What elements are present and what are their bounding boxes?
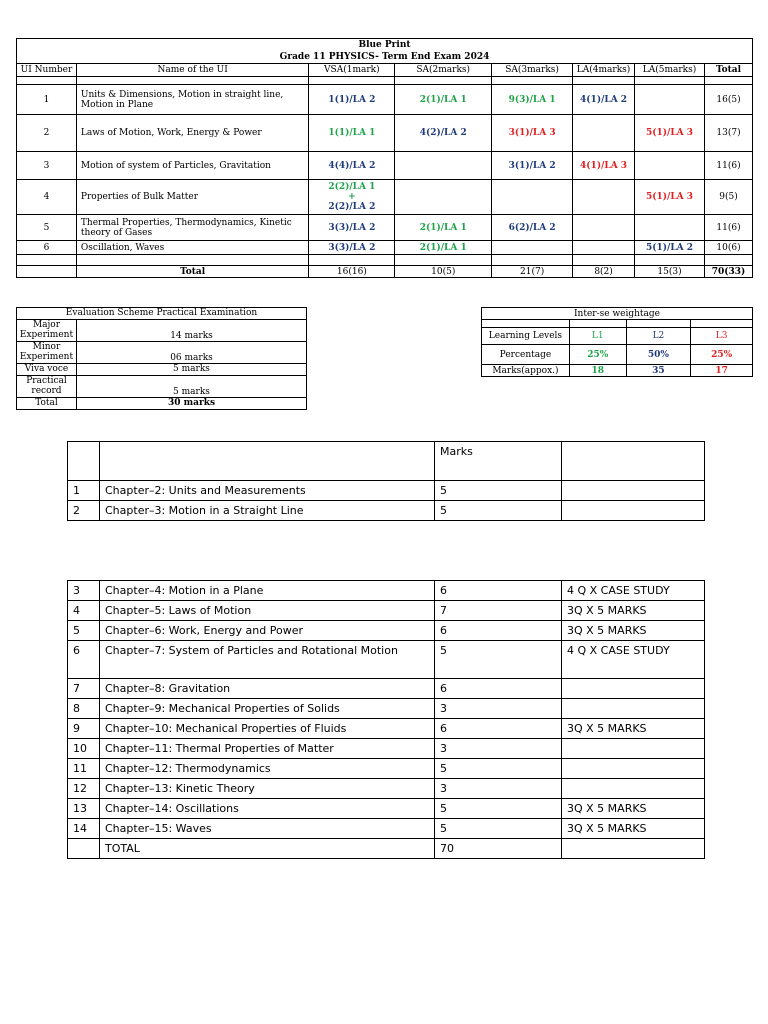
table-row <box>17 241 753 255</box>
col-header: Total <box>705 64 753 77</box>
chapter-marks: 6 <box>435 581 562 601</box>
chapter-marks: 5 <box>435 819 562 839</box>
chapter-title: Chapter–10: Mechanical Properties of Fluids <box>100 719 435 739</box>
chapter-row <box>68 779 705 799</box>
col-header: SA(3marks) <box>492 64 573 77</box>
chapter-title: Chapter–7: System of Particles and Rotational Motion <box>100 641 435 679</box>
table-row <box>482 345 753 365</box>
cell-sa3 <box>492 180 573 215</box>
chapter-row <box>68 601 705 621</box>
chapter-marks: 6 <box>435 679 562 699</box>
eval-label: Minor Experiment <box>17 342 77 364</box>
chapter-num: 1 <box>68 481 100 501</box>
chapter-note: 4 Q X CASE STUDY <box>562 581 705 601</box>
table-row <box>17 152 753 180</box>
interse-table <box>481 307 753 377</box>
col-header: LA(5marks) <box>635 64 705 77</box>
table-row <box>17 115 753 152</box>
chapter-total-label: TOTAL <box>100 839 435 859</box>
chapter-row <box>68 641 705 679</box>
chapter-title: Chapter–5: Laws of Motion <box>100 601 435 621</box>
chapter-row <box>68 819 705 839</box>
chapter-num: 3 <box>68 581 100 601</box>
table-row <box>17 364 307 376</box>
chapter-table-1 <box>67 441 705 521</box>
marks-header: Marks <box>435 442 562 481</box>
chapter-marks: 6 <box>435 719 562 739</box>
chapter-num: 10 <box>68 739 100 759</box>
eval-value: 06 marks <box>76 342 306 364</box>
cell-sa2 <box>395 152 492 180</box>
chapter-row <box>68 481 705 501</box>
chapter-marks: 3 <box>435 739 562 759</box>
chapter-marks: 5 <box>435 799 562 819</box>
total-la5: 15(3) <box>635 266 705 278</box>
ui-name: Thermal Properties, Thermodynamics, Kinetic theory of Gases <box>76 215 308 241</box>
eval-label: Major Experiment <box>17 320 77 342</box>
chapter-marks: 3 <box>435 779 562 799</box>
cell-total: 10(6) <box>705 241 753 255</box>
total-sa3: 21(7) <box>492 266 573 278</box>
percentage-label: Percentage <box>482 345 570 365</box>
cell-total: 16(5) <box>705 85 753 115</box>
chapter-row <box>68 739 705 759</box>
total-la4: 8(2) <box>573 266 635 278</box>
percentage-l1: 25% <box>569 345 626 365</box>
cell-la5 <box>635 152 705 180</box>
ui-number: 3 <box>17 152 77 180</box>
cell-sa3: 6(2)/LA 2 <box>492 215 573 241</box>
cell-sa2: 4(2)/LA 2 <box>395 115 492 152</box>
ui-number: 5 <box>17 215 77 241</box>
cell-la4 <box>573 180 635 215</box>
cell-la4: 4(1)/LA 3 <box>573 152 635 180</box>
cell-vsa-part: 2(2)/LA 1 <box>328 182 376 192</box>
spacer-row <box>17 255 753 266</box>
chapter-title: Chapter–13: Kinetic Theory <box>100 779 435 799</box>
cell-vsa <box>309 180 395 215</box>
chapter-note: 3Q X 5 MARKS <box>562 719 705 739</box>
chapter-table-2 <box>67 580 705 859</box>
chapter-marks: 5 <box>435 501 562 521</box>
chapter-title: Chapter–12: Thermodynamics <box>100 759 435 779</box>
total-row <box>17 266 753 278</box>
chapter-title: Chapter–8: Gravitation <box>100 679 435 699</box>
chapter-num: 5 <box>68 621 100 641</box>
chapter-note: 3Q X 5 MARKS <box>562 601 705 621</box>
cell-la5: 5(1)/LA 3 <box>635 180 705 215</box>
chapter-num: 14 <box>68 819 100 839</box>
cell-la5 <box>635 215 705 241</box>
cell-vsa-part: 2(2)/LA 2 <box>328 202 376 212</box>
eval-label: Total <box>17 398 77 410</box>
table-row <box>482 328 753 345</box>
blueprint-table <box>16 38 753 278</box>
marks-l1: 18 <box>569 365 626 377</box>
chapter-note: 3Q X 5 MARKS <box>562 799 705 819</box>
table-row <box>17 215 753 241</box>
eval-value: 30 marks <box>76 398 306 410</box>
chapter-note: 3Q X 5 MARKS <box>562 819 705 839</box>
cell-la5: 5(1)/LA 3 <box>635 115 705 152</box>
total-vsa: 16(16) <box>309 266 395 278</box>
cell-la4: 4(1)/LA 2 <box>573 85 635 115</box>
levels-label: Learning Levels <box>482 328 570 345</box>
chapter-num: 2 <box>68 501 100 521</box>
col-header: SA(2marks) <box>395 64 492 77</box>
grand-total: 70(33) <box>705 266 753 278</box>
eval-label: Practical record <box>17 376 77 398</box>
chapter-marks: 7 <box>435 601 562 621</box>
ui-name: Laws of Motion, Work, Energy & Power <box>76 115 308 152</box>
chapter-num: 4 <box>68 601 100 621</box>
table-row <box>17 85 753 115</box>
level-l3: L3 <box>691 328 753 345</box>
evaluation-table <box>16 307 307 410</box>
ui-number: 2 <box>17 115 77 152</box>
spacer-row <box>17 77 753 85</box>
blueprint-title-line1: Blue Print <box>358 40 411 50</box>
chapter-note <box>562 481 705 501</box>
table-row <box>17 398 307 410</box>
chapter-note <box>562 759 705 779</box>
chapter-note <box>562 501 705 521</box>
cell-total: 11(6) <box>705 215 753 241</box>
ui-name: Properties of Bulk Matter <box>76 180 308 215</box>
chapter-title: Chapter–6: Work, Energy and Power <box>100 621 435 641</box>
cell-la5: 5(1)/LA 2 <box>635 241 705 255</box>
total-label: Total <box>76 266 308 278</box>
chapter-num: 6 <box>68 641 100 679</box>
chapter-title: Chapter–9: Mechanical Properties of Solids <box>100 699 435 719</box>
level-l2: L2 <box>626 328 691 345</box>
chapter-total-marks: 70 <box>435 839 562 859</box>
blueprint-title-line2: Grade 11 PHYSICS- Term End Exam 2024 <box>279 52 490 62</box>
chapter-row <box>68 719 705 739</box>
cell-sa2: 2(1)/LA 1 <box>395 85 492 115</box>
table-row <box>17 376 307 398</box>
ui-number: 6 <box>17 241 77 255</box>
chapter-title: Chapter–15: Waves <box>100 819 435 839</box>
cell-vsa: 4(4)/LA 2 <box>309 152 395 180</box>
blueprint-header-row <box>17 64 753 77</box>
evaluation-title: Evaluation Scheme Practical Examination <box>17 308 307 320</box>
chapter-num: 11 <box>68 759 100 779</box>
cell-la4 <box>573 241 635 255</box>
table-row <box>482 365 753 377</box>
chapter-marks: 5 <box>435 759 562 779</box>
col-header: LA(4marks) <box>573 64 635 77</box>
ui-name: Motion of system of Particles, Gravitation <box>76 152 308 180</box>
chapter-note <box>562 699 705 719</box>
chapter-num: 13 <box>68 799 100 819</box>
ui-name: Units & Dimensions, Motion in straight line, Motion in Plane <box>76 85 308 115</box>
cell-la5 <box>635 85 705 115</box>
cell-total: 11(6) <box>705 152 753 180</box>
marks-l3: 17 <box>691 365 753 377</box>
chapter-title: Chapter–11: Thermal Properties of Matter <box>100 739 435 759</box>
chapter-note: 3Q X 5 MARKS <box>562 621 705 641</box>
ui-name: Oscillation, Waves <box>76 241 308 255</box>
chapter-marks: 5 <box>435 481 562 501</box>
chapter-note: 4 Q X CASE STUDY <box>562 641 705 679</box>
table-row <box>17 342 307 364</box>
chapter-title: Chapter–2: Units and Measurements <box>100 481 435 501</box>
col-header: UI Number <box>17 64 77 77</box>
cell-sa3: 3(1)/LA 3 <box>492 115 573 152</box>
cell-vsa: 1(1)/LA 1 <box>309 115 395 152</box>
total-sa2: 10(5) <box>395 266 492 278</box>
cell-total: 9(5) <box>705 180 753 215</box>
chapter-num: 8 <box>68 699 100 719</box>
level-l1: L1 <box>569 328 626 345</box>
cell-sa3: 9(3)/LA 1 <box>492 85 573 115</box>
cell-vsa: 3(3)/LA 2 <box>309 215 395 241</box>
col-header: Name of the UI <box>76 64 308 77</box>
percentage-l2: 50% <box>626 345 691 365</box>
ui-number: 4 <box>17 180 77 215</box>
cell-sa2: 2(1)/LA 1 <box>395 215 492 241</box>
cell-total: 13(7) <box>705 115 753 152</box>
table-row <box>17 180 753 215</box>
col-header: VSA(1mark) <box>309 64 395 77</box>
eval-value: 14 marks <box>76 320 306 342</box>
cell-la4 <box>573 115 635 152</box>
percentage-l3: 25% <box>691 345 753 365</box>
marks-l2: 35 <box>626 365 691 377</box>
cell-sa2 <box>395 180 492 215</box>
chapter-num: 7 <box>68 679 100 699</box>
cell-vsa: 3(3)/LA 2 <box>309 241 395 255</box>
blueprint-title <box>17 39 753 64</box>
cell-sa2: 2(1)/LA 1 <box>395 241 492 255</box>
chapter-num: 9 <box>68 719 100 739</box>
marks-label: Marks(appox.) <box>482 365 570 377</box>
cell-sa3: 3(1)/LA 2 <box>492 152 573 180</box>
chapter-marks: 6 <box>435 621 562 641</box>
ui-number: 1 <box>17 85 77 115</box>
chapter-header-row <box>68 442 705 481</box>
chapter-row <box>68 679 705 699</box>
chapter-marks: 5 <box>435 641 562 679</box>
cell-la4 <box>573 215 635 241</box>
interse-title: Inter-se weightage <box>482 308 753 320</box>
chapter-title: Chapter–4: Motion in a Plane <box>100 581 435 601</box>
chapter-note <box>562 779 705 799</box>
chapter-row <box>68 799 705 819</box>
chapter-title: Chapter–3: Motion in a Straight Line <box>100 501 435 521</box>
chapter-title: Chapter–14: Oscillations <box>100 799 435 819</box>
chapter-row <box>68 501 705 521</box>
cell-vsa: 1(1)/LA 2 <box>309 85 395 115</box>
eval-value: 5 marks <box>76 364 306 376</box>
chapter-note <box>562 679 705 699</box>
chapter-total-row <box>68 839 705 859</box>
chapter-row <box>68 621 705 641</box>
chapter-num: 12 <box>68 779 100 799</box>
cell-vsa-plus: + <box>348 192 356 202</box>
eval-value: 5 marks <box>76 376 306 398</box>
chapter-row <box>68 759 705 779</box>
eval-label: Viva voce <box>17 364 77 376</box>
chapter-row <box>68 699 705 719</box>
chapter-note <box>562 739 705 759</box>
chapter-marks: 3 <box>435 699 562 719</box>
cell-sa3 <box>492 241 573 255</box>
chapter-row <box>68 581 705 601</box>
table-row <box>17 320 307 342</box>
